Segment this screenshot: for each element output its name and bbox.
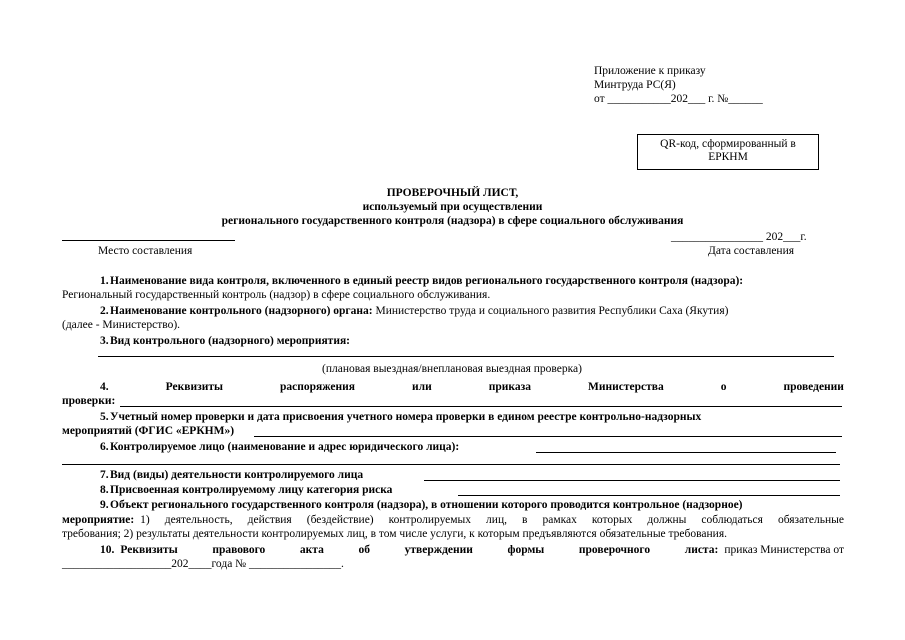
- date-field[interactable]: ________________ 202___г.: [671, 231, 807, 243]
- item-2-text: Министерство труда и социального развития Республики Саха (Якутия): [375, 305, 729, 317]
- item-9-heading: Объект регионального государственного контроля (надзора), в отношении которого проводится контрольное (надзорное): [110, 499, 743, 511]
- document-subtitle-2: регионального государственного контроля (надзора) в сфере социального обслуживания: [221, 215, 684, 227]
- item-5: [62, 410, 844, 424]
- qr-box-line-2: ЕРКНМ: [708, 151, 748, 163]
- item-6-heading: Контролируемое лицо (наименование и адрес юридического лица):: [110, 441, 460, 453]
- item-6-field[interactable]: [536, 452, 836, 453]
- item-10-text: приказ Министерства от: [724, 544, 844, 556]
- item-4-word: или: [412, 381, 432, 393]
- item-3: [62, 334, 844, 348]
- qr-box-line-1: QR-код, сформированный в: [660, 138, 796, 150]
- item-number: 8.: [100, 484, 109, 496]
- item-4-word: о: [720, 381, 727, 393]
- item-5-heading: Учетный номер проверки и дата присвоения учетного номера проверки в едином реестре контрольно-надзорных: [110, 411, 702, 423]
- item-5-field[interactable]: [254, 436, 842, 437]
- item-9: [62, 498, 844, 512]
- place-label: Место составления: [98, 245, 193, 257]
- annex-line-2: Минтруда РС(Я): [594, 79, 676, 91]
- document-title: ПРОВЕРОЧНЫЙ ЛИСТ,: [386, 187, 519, 199]
- item-number: 1.: [100, 275, 109, 287]
- item-9-text-cont: требования; 2) результаты деятельности контролируемых лиц, в том числе услуги, к которым предъявляются обязательные требования.: [62, 528, 727, 540]
- item-3-hint: (плановая выездная/внеплановая выездная проверка): [322, 363, 582, 375]
- item-number: 4.: [100, 381, 109, 393]
- item-4-tail: проверки:: [62, 395, 116, 407]
- item-10-field[interactable]: ___________________202____года № ________________.: [62, 558, 344, 570]
- item-number: 6.: [100, 441, 109, 453]
- item-9-line-2: [62, 513, 844, 527]
- item-2: [62, 304, 844, 318]
- item-9-heading-cont: мероприятие:: [62, 514, 135, 526]
- item-8-field[interactable]: [458, 495, 840, 496]
- item-4: [62, 380, 844, 394]
- place-line[interactable]: [62, 240, 235, 241]
- item-number: 2.: [100, 305, 109, 317]
- item-4-word: приказа: [488, 381, 531, 393]
- document-subtitle-1: используемый при осуществлении: [362, 201, 543, 213]
- item-1-text: Региональный государственный контроль (надзор) в сфере социального обслуживания.: [62, 289, 491, 301]
- item-7-heading: Вид (виды) деятельности контролируемого лица: [110, 469, 364, 481]
- annex-line-3: от ___________202___ г. №______: [594, 93, 763, 105]
- qr-code-box: [637, 134, 819, 170]
- item-2-text-cont: (далее - Министерство).: [62, 319, 181, 331]
- item-3-heading: Вид контрольного (надзорного) мероприятия:: [110, 335, 351, 347]
- date-label: Дата составления: [708, 245, 795, 257]
- item-4-word: проведении: [783, 381, 844, 393]
- item-1: [62, 274, 844, 288]
- item-number: 3.: [100, 335, 109, 347]
- item-4-word: распоряжения: [279, 381, 355, 393]
- annex-line-1: Приложение к приказу: [594, 65, 706, 77]
- item-number: 5.: [100, 411, 109, 423]
- item-4-field[interactable]: [120, 406, 842, 407]
- item-8-heading: Присвоенная контролируемому лицу категория риска: [110, 484, 393, 496]
- item-10: [62, 543, 844, 557]
- item-7-field[interactable]: [424, 480, 840, 481]
- item-10-heading: Реквизиты правового акта об утверждении формы проверочного листа:: [120, 544, 719, 556]
- item-9-text: 1) деятельность, действия (бездействие) контролируемых лиц, в рамках которых должны соблюдаться обязательные: [140, 514, 844, 526]
- item-3-field[interactable]: [98, 356, 834, 357]
- item-number: 9.: [100, 499, 109, 511]
- item-2-heading: Наименование контрольного (надзорного) органа:: [110, 305, 373, 317]
- item-1-heading: Наименование вида контроля, включенного в единый реестр видов регионального государственного контроля (надзора):: [110, 275, 744, 287]
- item-number: 10.: [100, 544, 115, 556]
- item-4-word: Министерства: [588, 381, 664, 393]
- item-6-field-2[interactable]: [62, 464, 840, 465]
- item-number: 7.: [100, 469, 109, 481]
- item-4-word: Реквизиты: [165, 381, 223, 393]
- item-5-heading-cont: мероприятий (ФГИС «ЕРКНМ»): [62, 425, 235, 437]
